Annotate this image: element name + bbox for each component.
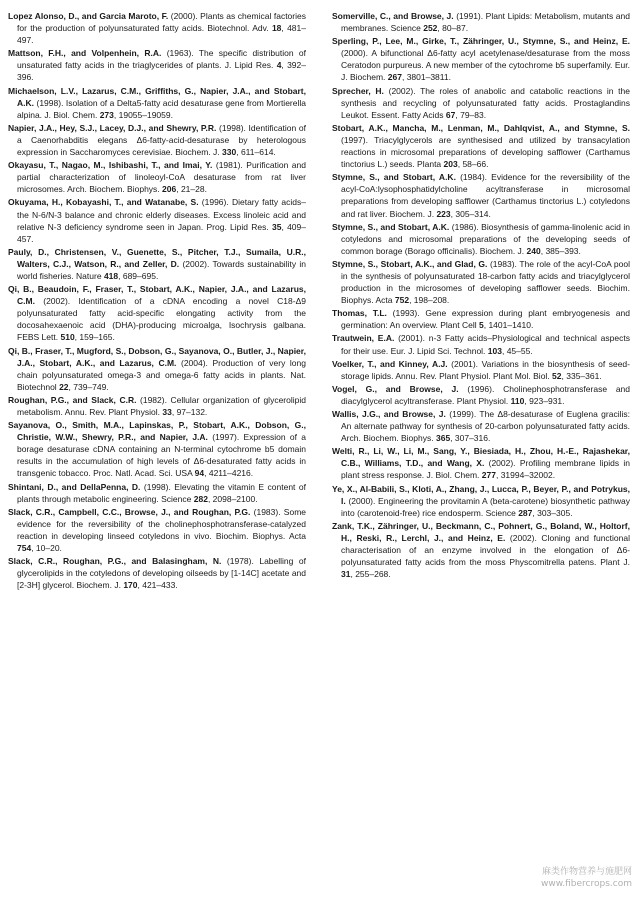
reference-authors: Stobart, A.K., Mancha, M., Lenman, M., Dahlqvist, A., and Stymne, S. [332, 122, 630, 133]
reference-citation: (2002). Cloning and functional characterisation of an enzyme involved in the elongation of Δ6-polyunsaturated fatty acids from the moss Physcomitrella patens. Plant J. [341, 532, 630, 568]
reference-entry [8, 159, 306, 195]
reference-citation: (1999). The Δ8-desaturase of Euglena gracilis: An alternate pathway for synthesis of 20-carbon polyunsaturated fatty acids. Arch. Biochem. Biophys. [341, 409, 630, 444]
reference-entry [8, 419, 306, 479]
reference-pages: , 31994–32002. [495, 470, 556, 481]
reference-pages: , 689–695. [118, 270, 159, 281]
reference-entry [8, 196, 306, 244]
reference-pages: , 80–87. [437, 23, 469, 34]
reference-citation: (1993). Gene expression during plant embryogenesis and germination: An overview. Plant Cell [341, 308, 630, 331]
reference-entry [332, 10, 630, 34]
reference-citation: (1983). Some evidence for the reversibility of the cholinephosphotransferase-catalyzed reaction in developing linseed cotyledons in vivo. Biochim. Biophys. Acta [17, 506, 306, 541]
right-reference-column [332, 10, 630, 581]
reference-entry [332, 35, 630, 83]
reference-volume: 103 [487, 345, 502, 356]
reference-authors: Qi, B., Beaudoin, F., Fraser, T., Stobart, A.K., Napier, J.A., and Lazarus, C.M. [8, 284, 306, 307]
reference-authors: Sprecher, H. [332, 85, 384, 96]
reference-authors: Pauly, D., Christensen, V., Guenette, S., Pitcher, T.J., Sumaila, U.R., Walters, C.J., Watson, R., and Zeller, D. [8, 246, 306, 269]
reference-volume: 67 [445, 109, 456, 120]
reference-volume: 277 [481, 470, 496, 481]
reference-pages: , 159–165. [74, 332, 115, 343]
reference-entry [8, 345, 306, 393]
reference-volume: 18 [271, 23, 282, 34]
reference-citation: (1998). Elevating the vitamin E content of plants through metabolic engineering. Science [17, 481, 306, 504]
reference-volume: 240 [526, 245, 541, 256]
reference-authors: Slack, C.R., Roughan, P.G., and Balasingham, N. [8, 556, 222, 567]
reference-entry [8, 283, 306, 343]
reference-authors: Thomas, T.L. [332, 308, 387, 319]
reference-authors: Ye, X., Al-Babili, S., Kloti, A., Zhang, J., Lucca, P., Beyer, P., and Potrykus, I. [332, 483, 630, 506]
reference-authors: Roughan, P.G., and Slack, C.R. [8, 394, 137, 405]
reference-volume: 203 [443, 159, 458, 170]
reference-pages: , 2098–2100. [207, 493, 258, 504]
reference-authors: Stymne, S., and Stobart, A.K. [332, 172, 456, 183]
reference-citation: (1998). Identification of a Caenorhabditis elegans Δ6-fatty-acid-desaturase by heterologous expression in Saccharomyces cerevisiae. Biochem. J. [17, 122, 306, 158]
reference-authors: Vogel, G., and Browse, J. [332, 383, 459, 394]
reference-volume: 5 [478, 320, 484, 331]
reference-pages: , 45–55. [501, 345, 533, 356]
reference-pages: , 4211–4216. [204, 468, 254, 479]
reference-citation: (2000). Engineering the provitamin A (beta-carotene) biosynthetic pathway into (carotenoid-free) rice endosperm. Science [341, 495, 630, 518]
reference-pages: , 58–66. [457, 159, 489, 170]
reference-citation: (2002). Profiling membrane lipids in plant stress response. J. Biol. Chem. [341, 458, 630, 481]
reference-entry [332, 358, 630, 382]
reference-volume: 287 [518, 507, 533, 518]
reference-volume: 752 [394, 295, 410, 306]
reference-authors: Shintani, D., and DellaPenna, D. [8, 481, 141, 492]
reference-volume: 110 [510, 395, 525, 406]
reference-citation: (1978). Labelling of glycerolipids in the cotyledons of developing oilseeds by [1-14C] acetate and [2-3H] glycerol. Biochem. J. [17, 556, 306, 591]
reference-authors: Stymne, S., and Stobart, A.K. [332, 221, 450, 232]
reference-volume: 282 [193, 493, 208, 504]
reference-citation: (1982). Cellular organization of glycerolipid metabolism. Annu. Rev. Plant Physiol. [17, 394, 306, 417]
reference-entry [332, 445, 630, 481]
reference-pages: , 305–314. [450, 208, 491, 219]
reference-authors: Voelker, T., and Kinney, A.J. [332, 358, 448, 369]
reference-citation: (1981). Purification and partial characterization of linoleoyl-CoA desaturase from rat liver microsomes. Arch. Biochem. Biophys. [17, 160, 306, 195]
reference-pages: , 611–614. [236, 147, 276, 158]
reference-entry [332, 85, 630, 121]
reference-authors: Okuyama, H., Kobayashi, T., and Watanabe, S. [8, 197, 199, 208]
reference-entry [8, 555, 306, 591]
reference-entry [332, 408, 630, 444]
reference-pages: , 255–268. [350, 569, 391, 580]
reference-authors: Mattson, F.H., and Volpenhein, R.A. [8, 48, 162, 59]
watermark-url: www.fibercrops.com [541, 879, 632, 889]
reference-volume: 365 [435, 433, 451, 444]
reference-volume: 4 [276, 60, 282, 71]
reference-pages: , 923–931. [524, 395, 565, 406]
watermark-title: 麻类作物营养与施肥网 [541, 867, 632, 877]
reference-citation: (1997). Triacylglycerols are synthesised and utilized by transacylation reactions in microsomal preparations of developing safflower (Carthamus tinctorius L.) seeds. Planta [341, 134, 630, 170]
reference-volume: 267 [387, 72, 402, 83]
reference-citation: (2000). Plants as chemical factories for the production of polyunsaturated fatty acids. Biotechnol. Adv. [17, 11, 306, 34]
reference-volume: 273 [99, 109, 114, 120]
reference-volume: 22 [59, 381, 69, 392]
reference-citation: (2002). Identification of a cDNA encoding a novel C18-Δ9 polyunsaturated fatty acid-specific elongating activity from the docosahexaenoic acid (DHA)-producing microalga, Isochrysis galbana. FEBS Lett. [17, 296, 306, 343]
reference-volume: 418 [103, 270, 119, 281]
reference-citation: (2002). Towards sustainability in world fisheries. Nature [17, 258, 306, 281]
reference-entry [8, 394, 306, 418]
reference-citation: (1998). Isolation of a Delta5-fatty acid desaturase gene from Mortierella alpina. J. Biol. Chem. [17, 97, 306, 120]
reference-volume: 206 [162, 184, 177, 195]
reference-volume: 31 [341, 569, 351, 580]
reference-authors: Trautwein, E.A. [332, 333, 395, 344]
reference-authors: Zank, T.K., Zähringer, U., Beckmann, C., Pohnert, G., Boland, W., Holtorf, H., Reski, R., Lerchl, J., and Heinz, E. [332, 520, 630, 543]
reference-entry [332, 483, 630, 519]
reference-citation: (1986). Biosynthesis of gamma-linolenic acid in cotyledons and microsomal preparations of the developing seeds of common borage (Borago officinalis). Biochem. J. [341, 221, 630, 256]
reference-pages: , 79–83. [455, 109, 487, 120]
reference-pages: , 21–28. [176, 184, 207, 195]
reference-authors: Welti, R., Li, W., Li, M., Sang, Y., Biesiada, H., Zhou, H.-E., Rajashekar, C.B., Williams, T.D., and Wang, X. [332, 446, 630, 469]
reference-citation: (1984). Evidence for the reversibility of the acyl-CoA:lysophosphatidylcholine acyltransferase in microsomal preparations from developing safflower (Carthamus tinctorius L.) cotyledons and rat liver. Biochem. J. [341, 172, 630, 219]
reference-authors: Sperling, P., Lee, M., Girke, T., Zähringer, U., Stymne, S., and Heinz, E. [332, 36, 630, 47]
reference-pages: , 10–20. [31, 543, 62, 554]
reference-authors: Napier, J.A., Hey, S.J., Lacey, D.J., and Shewry, P.R. [8, 122, 217, 133]
left-reference-column [8, 10, 306, 592]
reference-citation: (1996). Cholinephosphotransferase and diacylglycerol acyltransferase. Plant Physiol. [341, 383, 631, 406]
reference-pages: , 97–132. [171, 407, 208, 417]
reference-entry [332, 122, 630, 170]
reference-pages: , 1401–1410. [483, 320, 534, 331]
reference-authors: Somerville, C., and Browse, J. [332, 11, 454, 21]
reference-pages: , 19055–19059. [113, 109, 173, 120]
site-watermark [472, 866, 632, 890]
reference-volume: 510 [60, 332, 75, 343]
reference-citation: (2001). Variations in the biosynthesis of seed-storage lipids. Annu. Rev. Plant Physiol. Plant Mol. Biol. [341, 358, 630, 381]
reference-entry [332, 307, 630, 331]
reference-pages: , 3801–3811. [401, 72, 451, 83]
reference-citation: (1997). Expression of a borage desaturase cDNA containing an N-terminal cytochrome b5 domain results in the accumulation of high levels of Δ6-desaturated fatty acids in transgenic tobacco. Proc. Natl. Acad. Sci. USA [17, 432, 306, 479]
reference-entry [332, 383, 630, 407]
reference-authors: Michaelson, L.V., Lazarus, C.M., Griffiths, G., Napier, J.A., and Stobart, A.K. [8, 85, 306, 108]
reference-authors: Sayanova, O., Smith, M.A., Lapinskas, P., Stobart, A.K., Dobson, G., Christie, W.W., Shewry, P.R., and Napier, J.A. [8, 420, 306, 443]
reference-entry [8, 10, 306, 46]
reference-citation: (1996). Dietary fatty acids–the N-6/N-3 balance and chronic elderly diseases. Excess linoleic acid and relative N-3 deficiency syndrome seen in Japan. Prog. Lipid Res. [17, 197, 306, 232]
reference-volume: 35 [272, 221, 282, 232]
reference-pages: , 739–749. [68, 381, 109, 392]
reference-volume: 52 [552, 370, 562, 381]
reference-citation: (1983). The role of the acyl-CoA pool in the synthesis of polyunsaturated 18-carbon fatty acids and triacylglycerol production in the microsomes of developing safflower seeds. Biochim. Biophys. Acta [341, 258, 630, 306]
reference-pages: , 481–497. [17, 23, 306, 46]
reference-citation: (2000). A bifunctional Δ6-fatty acyl acetylenase/desaturase from the moss Ceratodon purpureus. A new member of the cytochrome b5 superfamily. Eur. J. Biochem. [341, 48, 630, 83]
reference-entry [8, 246, 306, 282]
reference-authors: Okayasu, T., Nagao, M., Ishibashi, T., and Imai, Y. [8, 160, 213, 171]
reference-entry [8, 47, 306, 83]
reference-citation: (2001). n-3 Fatty acids–Physiological and technical aspects for their use. Eur. J. Lipid Sci. Technol. [341, 333, 630, 356]
reference-entry [8, 481, 306, 505]
reference-citation: (1963). The specific distribution of unsaturated fatty acids in the triaglycerides of plants. J. Lipid Res. [17, 48, 306, 71]
reference-authors: Qi, B., Fraser, T., Mugford, S., Dobson, G., Sayanova, O., Butler, J., Napier, J.A., Stobart, A.K., and Lazarus, C.M. [8, 345, 306, 368]
reference-entry [332, 221, 630, 257]
reference-volume: 170 [123, 580, 138, 591]
reference-entry [8, 85, 306, 121]
reference-pages: , 307–316. [450, 433, 491, 444]
reference-entry [332, 258, 630, 306]
reference-volume: 223 [436, 208, 451, 219]
reference-volume: 754 [17, 543, 32, 554]
reference-citation: (2002). The roles of anabolic and catabolic reactions in the synthesis and recycling of polyunsaturated fatty acids. Prostaglandins Leukot. Essent. Fatty Acids [341, 85, 630, 120]
reference-citation: (1991). Plant Lipids: Metabolism, mutants and membranes. Science [341, 11, 630, 34]
reference-pages: , 392–396. [17, 60, 306, 83]
reference-volume: 330 [222, 147, 237, 158]
reference-pages: , 421–433. [137, 580, 178, 591]
reference-authors: Lopez Alonso, D., and Garcia Maroto, F. [8, 11, 169, 21]
reference-volume: 94 [194, 468, 205, 479]
reference-entry [8, 506, 306, 554]
reference-authors: Wallis, J.G., and Browse, J. [332, 409, 446, 419]
reference-volume: 252 [423, 23, 438, 34]
reference-authors: Stymne, S., Stobart, A.K., and Glad, G. [332, 258, 488, 269]
reference-pages: , 335–361. [561, 370, 602, 381]
reference-authors: Slack, C.R., Campbell, C.C., Browse, J., and Roughan, P.G. [8, 506, 251, 517]
reference-entry [8, 122, 306, 158]
reference-entry [332, 520, 630, 580]
reference-entry [332, 332, 630, 356]
reference-pages: , 198–208. [409, 295, 450, 306]
reference-volume: 33 [162, 407, 172, 417]
reference-citation: (2004). Production of very long chain polyunsaturated omega-3 and omega-6 fatty acids in plants. Nat. Biotechnol [17, 357, 306, 392]
reference-entry [332, 171, 630, 219]
reference-pages: , 385–393. [540, 245, 581, 256]
reference-pages: , 409–457. [17, 221, 306, 244]
reference-pages: , 303–305. [532, 507, 573, 518]
